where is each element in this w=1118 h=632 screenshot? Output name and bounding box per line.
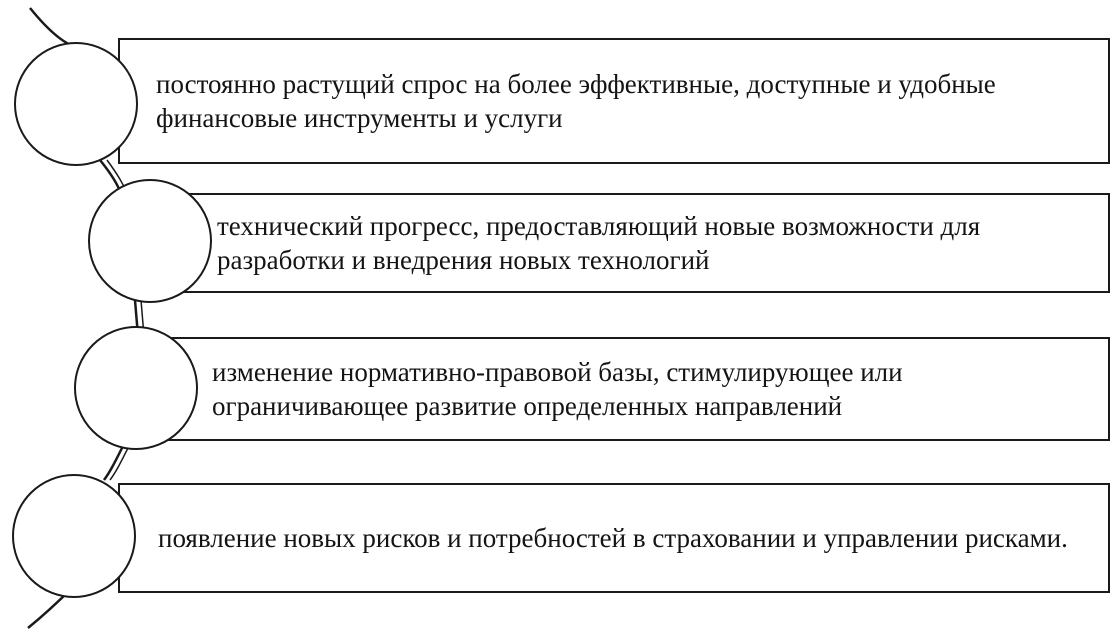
factor-marker-4 (12, 474, 136, 598)
factor-box-1 (118, 38, 1110, 164)
factor-marker-3 (74, 326, 198, 450)
factor-box-4 (118, 483, 1110, 593)
factor-box-2 (180, 193, 1110, 293)
factor-marker-1 (14, 42, 138, 166)
factor-text-3: изменение нормативно-правовой базы, стимулирующее или ограничивающее развитие определенных направлений (212, 357, 903, 421)
factor-text-1: постоянно растущий спрос на более эффективные, доступные и удобные финансовые инструменты и услуги (156, 69, 996, 133)
factor-text-2: технический прогресс, предоставляющий новые возможности для разработки и внедрения новых технологий (217, 211, 981, 275)
factor-text-4: появление новых рисков и потребностей в страховании и управлении рисками. (158, 523, 1068, 553)
factor-marker-2 (88, 179, 212, 303)
factor-box-3 (166, 337, 1110, 441)
